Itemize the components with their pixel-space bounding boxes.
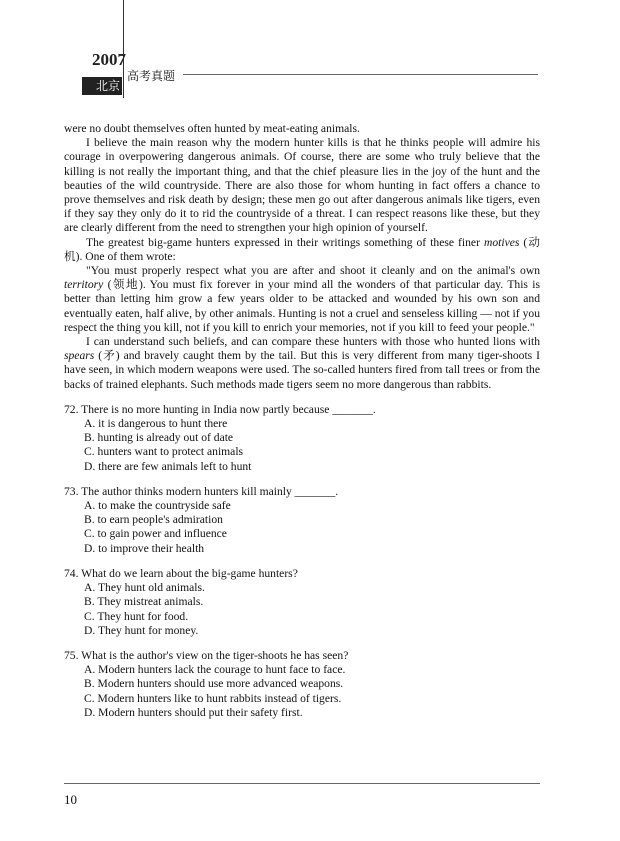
page-number: 10: [64, 792, 77, 807]
passage-text: . One of them wrote:: [79, 249, 176, 263]
option-d: D. to improve their health: [84, 541, 205, 555]
question-stem: 73. The author thinks modern hunters kill mainly _______.: [64, 484, 339, 498]
option-d: D. They hunt for money.: [84, 623, 199, 637]
vocab-word-spears: spears: [64, 349, 95, 363]
passage-paragraph-3: [64, 264, 540, 335]
passage-paragraph-0: were no doubt themselves often hunted by meat-eating animals.: [64, 122, 360, 135]
option-a: A. They hunt old animals.: [84, 581, 205, 595]
vocab-gloss: (动机): [64, 235, 541, 263]
passage-text: "You must properly respect what you are after and shoot it cleanly and on the animal's own: [86, 264, 540, 278]
question-73: [64, 485, 540, 556]
passage-text: I can understand such beliefs, and can compare these hunters with those who hunted lions with: [86, 335, 540, 349]
page-content: [64, 122, 540, 720]
option-d: D. there are few animals left to hunt: [84, 459, 252, 473]
question-74: [64, 567, 540, 638]
question-72: [64, 403, 540, 474]
passage-paragraph-2: [64, 236, 540, 264]
option-c: C. They hunt for food.: [84, 609, 189, 623]
question-list: [64, 403, 540, 720]
vocab-word-motives: motives: [483, 235, 520, 249]
vocab-gloss: (领地): [103, 278, 143, 292]
passage-text: . You must fix forever in your mind all the wonders of that particular day. This is better than letting him grow a few years older to be attacked and wounded by his own son and eventually eaten, half alive, by other animals. Hunting is not a cruel and senseless killing — not if you respect the thing you kill, not if you kill to enrich your memories, not if you kill to feed your people.": [64, 278, 540, 334]
option-c: C. hunters want to protect animals: [84, 445, 244, 459]
option-b: B. They mistreat animals.: [84, 595, 204, 609]
header-series-title: 高考真题: [127, 69, 176, 83]
question-stem: 74. What do we learn about the big-game hunters?: [64, 566, 298, 580]
header-rule: [183, 74, 538, 75]
passage-paragraph-4: [64, 335, 540, 392]
footer-rule: [64, 783, 540, 784]
question-stem: 72. There is no more hunting in India now partly because _______.: [64, 402, 376, 416]
question-75: [64, 649, 540, 720]
option-b: B. hunting is already out of date: [84, 431, 234, 445]
header-city-badge: 北京: [82, 77, 122, 95]
option-a: A. to make the countryside safe: [84, 499, 231, 513]
vocab-gloss: (矛): [94, 349, 120, 363]
header-year: 2007: [92, 50, 126, 69]
option-d: D. Modern hunters should put their safety first.: [84, 705, 303, 719]
option-c: C. to gain power and influence: [84, 527, 227, 541]
passage-text: The greatest big-game hunters expressed in their writings something of these finer: [86, 235, 484, 249]
option-b: B. Modern hunters should use more advanced weapons.: [84, 677, 344, 691]
vocab-word-territory: territory: [64, 278, 104, 292]
option-b: B. to earn people's admiration: [84, 513, 223, 527]
passage-text: and bravely caught them by the tail. But this is very different from many tiger-shoots I have seen, in which modern weapons were used. The so-called hunters fired from tall trees or from the backs of trained elephants. Such methods made tigers seem no more dangerous than rabbits.: [64, 349, 540, 391]
passage-paragraph-1: I believe the main reason why the modern hunter kills is that he thinks people will admire his courage in overpowering dangerous animals. Of course, there are some who truly believe that the killing is not really the important thing, and that the chief pleasure lies in the joy of the hunt and the beauties of the wild countryside. There are also those for whom hunting in fact offers a chance to prove themselves and risk death by design; these men go out after dangerous animals like tigers, even if they say they only do it to rid the countryside of a threat. I can respect reasons like these, but they are clearly different from the need to strengthen your high opinion of yourself.: [64, 136, 540, 235]
header-vertical-rule: [123, 0, 124, 98]
option-c: C. Modern hunters like to hunt rabbits instead of tigers.: [84, 691, 342, 705]
option-a: A. it is dangerous to hunt there: [84, 417, 228, 431]
option-a: A. Modern hunters lack the courage to hunt face to face.: [84, 663, 346, 677]
question-stem: 75. What is the author's view on the tiger-shoots he has seen?: [64, 648, 349, 662]
